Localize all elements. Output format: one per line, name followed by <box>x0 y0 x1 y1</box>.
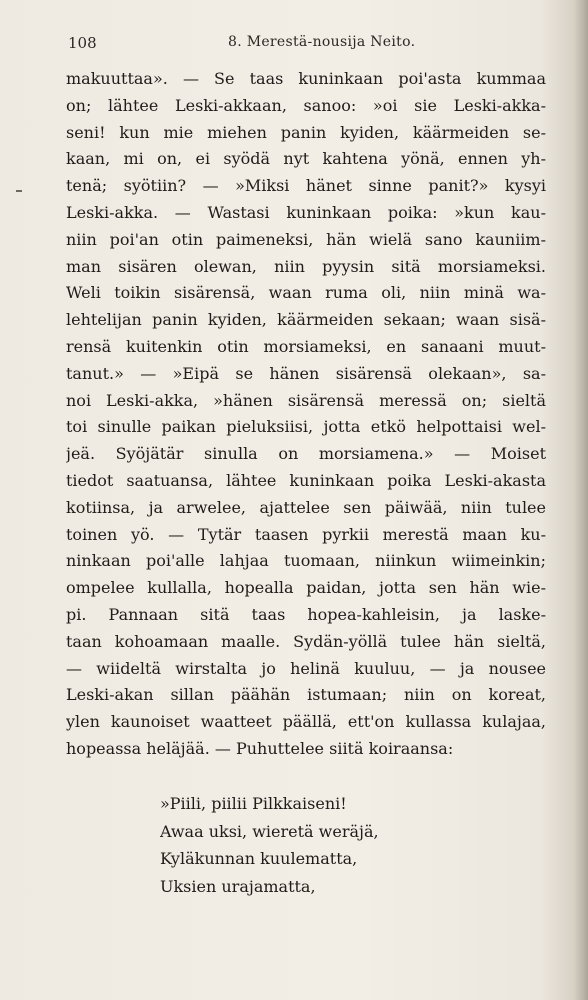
text-line: ompelee kullalla, hopealla paidan, jotta sen hän wie- <box>66 578 546 598</box>
text-line: pi. Pannaan sitä taas hopea-kahleisin, ja laske- <box>66 604 546 624</box>
text-line: — wiideltä wirstalta jo helinä kuuluu, — ja nousee <box>66 658 546 678</box>
text-line: ylen kaunoiset waatteet päällä, ett'on kullassa kulajaa, <box>66 712 546 732</box>
text-line: toi sinulle paikan pieluksiisi, jotta etkö helpottaisi wel- <box>66 417 546 437</box>
verse-line: »Piili, piilii Pilkkaiseni! <box>160 794 347 813</box>
text-line: kaan, mi on, ei syödä nyt kahtena yönä, ennen yh- <box>66 149 546 169</box>
body-text <box>66 66 546 763</box>
text-line: niin poi'an otin paimeneksi, hän wielä sano kauniim- <box>66 229 546 249</box>
text-line: tanut.» — »Eipä se hänen sisärensä olekaan», sa- <box>66 363 546 383</box>
text-line: Leski-akan sillan päähän istumaan; niin on koreat, <box>66 685 546 705</box>
text-line: Leski-akka. — Wastasi kuninkaan poika: »kun kau- <box>66 202 546 222</box>
verse-line: Uksien urajamatta, <box>160 876 316 896</box>
margin-mark <box>16 190 22 192</box>
text-line: makuuttaa». — Se taas kuninkaan poi'asta kummaa <box>66 69 546 88</box>
verse-line: Awaa uksi, wieretä weräjä, <box>160 821 379 841</box>
verse-line: Kyläkunnan kuulematta, <box>160 849 358 868</box>
text-line: tenä; syötiin? — »Miksi hänet sinne panit?» kysyi <box>66 176 546 196</box>
text-line: kotiinsa, ja arwelee, ajattelee sen päiwää, niin tulee <box>66 497 546 517</box>
text-line: ninkaan poi'alle lahjaa tuomaan, niinkun wiimeinkin; <box>66 551 546 571</box>
text-line: jeä. Syöjätär sinulla on morsiamena.» — Moiset <box>66 444 546 464</box>
text-line: man sisären olewan, niin pyysin sitä morsiameksi. <box>66 256 546 276</box>
text-line: taan kohoamaan maalle. Sydän-yöllä tulee hän sieltä, <box>66 631 546 651</box>
page-header <box>68 34 528 56</box>
text-line: hopeassa heläjää. — Puhuttelee siitä koiraansa: <box>66 738 454 758</box>
poem-verse <box>160 790 520 900</box>
text-line: seni! kun mie miehen panin kyiden, käärmeiden se- <box>66 122 546 142</box>
text-line: tiedot saatuansa, lähtee kuninkaan poika Leski-akasta <box>66 470 546 490</box>
page-edge-shadow <box>574 0 588 1000</box>
page-number: 108 <box>68 34 97 52</box>
text-line: on; lähtee Leski-akkaan, sanoo: »oi sie Leski-akka- <box>66 95 546 115</box>
text-line: noi Leski-akka, »hänen sisärensä meressä on; sieltä <box>66 390 546 410</box>
text-line: toinen yö. — Tytär taasen pyrkii merestä maan ku- <box>66 524 546 544</box>
text-line: Weli toikin sisärensä, waan ruma oli, niin minä wa- <box>66 283 546 303</box>
text-line: rensä kuitenkin otin morsiameksi, en sanaani muut- <box>66 336 546 356</box>
text-line: lehtelijan panin kyiden, käärmeiden sekaan; waan sisä- <box>66 310 546 330</box>
running-head: 8. Merestä-nousija Neito. <box>228 34 416 50</box>
